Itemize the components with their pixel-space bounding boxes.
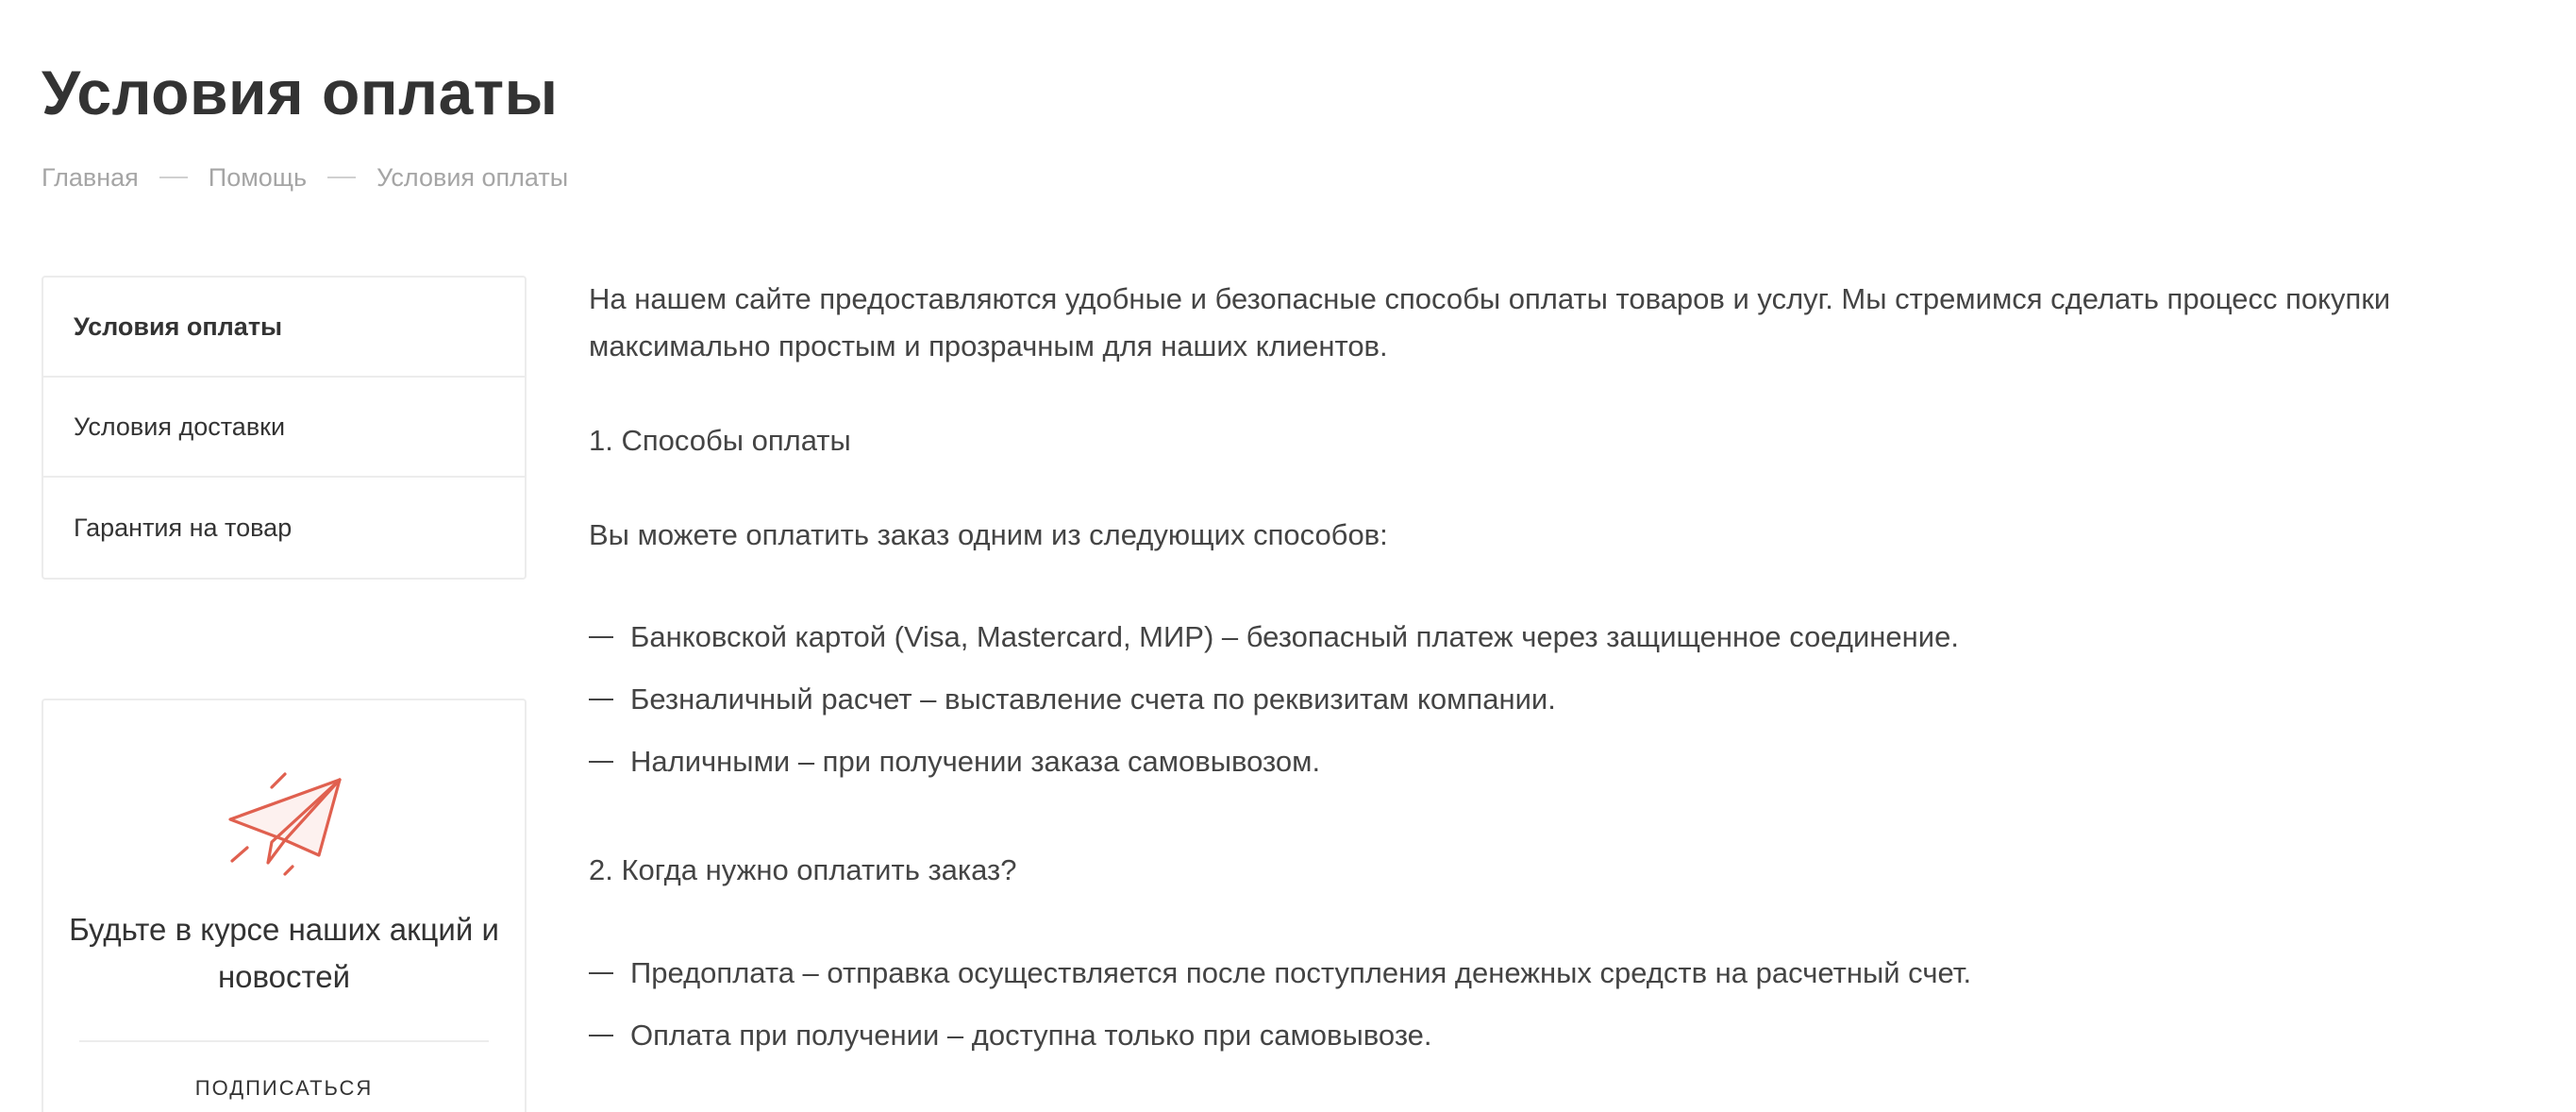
dash-icon: [589, 1035, 613, 1036]
dash-icon: [589, 699, 613, 700]
sidebar-item-warranty[interactable]: Гарантия на товар: [74, 513, 293, 542]
dash-icon: [589, 972, 613, 974]
section-title-when-to-pay: 2. Когда нужно оплатить заказ?: [589, 853, 1017, 886]
breadcrumb: [42, 160, 568, 194]
dash-icon: [589, 761, 613, 763]
paper-plane-icon: [223, 770, 345, 884]
breadcrumb-help[interactable]: Помощь: [208, 163, 308, 192]
list-item-text: Предоплата – отправка осуществляется после поступления денежных средств на расчетный счет.: [630, 956, 1972, 989]
section-title-payment-methods: 1. Способы оплаты: [589, 424, 851, 457]
list-item-text: Оплата при получении – доступна только при самовывозе.: [630, 1019, 1432, 1052]
sidebar-item-delivery[interactable]: Условия доставки: [43, 378, 525, 478]
intro-paragraph: На нашем сайте предоставляются удобные и безопасные способы оплаты товаров и услуг. Мы стремимся сделать процесс покупки максимально простым и прозрачным для наших клиентов.: [589, 282, 2391, 362]
list-item: [589, 942, 1971, 1004]
breadcrumb-home[interactable]: Главная: [42, 163, 139, 192]
payment-methods-list: [589, 606, 1959, 793]
section-text: Вы можете оплатить заказ одним из следующих способов:: [589, 518, 1388, 551]
list-item-text: Безналичный расчет – выставление счета по реквизитам компании.: [630, 682, 1556, 716]
sidebar-menu: [42, 276, 527, 580]
divider: [79, 1040, 489, 1042]
subscribe-button[interactable]: ПОДПИСАТЬСЯ: [194, 1076, 374, 1100]
sidebar-item-payment[interactable]: Условия оплаты: [43, 278, 525, 378]
breadcrumb-current: Условия оплаты: [376, 163, 569, 192]
payment-timing-list: [589, 942, 1971, 1067]
dash-icon: [589, 636, 613, 638]
list-item: [589, 668, 1959, 731]
breadcrumb-separator: [327, 177, 356, 178]
list-item-text: Банковской картой (Visa, Mastercard, МИР) – безопасный платеж через защищенное соединение.: [630, 620, 1959, 653]
page-title: Условия оплаты: [42, 58, 559, 127]
list-item-text: Наличными – при получении заказа самовывозом.: [630, 745, 1321, 778]
list-item: [589, 731, 1959, 793]
subscribe-text: Будьте в курсе наших акций и новостей: [69, 912, 499, 994]
list-item: [589, 1004, 1971, 1067]
breadcrumb-separator: [159, 177, 188, 178]
subscribe-widget: [42, 699, 527, 1112]
list-item: [589, 606, 1959, 668]
